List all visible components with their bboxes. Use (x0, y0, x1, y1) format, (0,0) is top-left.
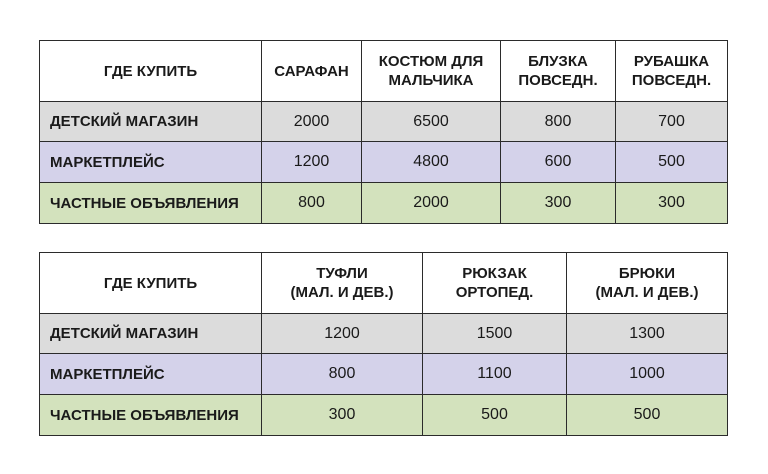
table-cell: 500 (567, 395, 728, 436)
table-row (40, 183, 728, 224)
table-cell: 1300 (567, 314, 728, 354)
table-cell: 800 (262, 354, 423, 395)
table-cell: 300 (501, 183, 616, 224)
table-cell: 500 (423, 395, 567, 436)
table-row (40, 395, 728, 436)
table-cell: 1200 (262, 314, 423, 354)
header-boy-suit: КОСТЮМ ДЛЯ МАЛЬЧИКА (362, 41, 501, 102)
table-cell: 2000 (262, 102, 362, 142)
row-label: ЧАСТНЫЕ ОБЪЯВЛЕНИЯ (40, 395, 262, 436)
table-cell: 6500 (362, 102, 501, 142)
row-label: МАРКЕТПЛЕЙС (40, 354, 262, 395)
table-row (40, 354, 728, 395)
header-shirt: РУБАШКА ПОВСЕДН. (616, 41, 728, 102)
row-label: МАРКЕТПЛЕЙС (40, 142, 262, 183)
price-table-clothing (39, 40, 728, 224)
table-row (40, 142, 728, 183)
table-cell: 1100 (423, 354, 567, 395)
row-label: ДЕТСКИЙ МАГАЗИН (40, 314, 262, 354)
header-where-to-buy: ГДЕ КУПИТЬ (40, 41, 262, 102)
table-cell: 500 (616, 142, 728, 183)
price-table-shoes-accessories (39, 252, 728, 436)
table-cell: 800 (501, 102, 616, 142)
table-cell: 600 (501, 142, 616, 183)
header-where-to-buy: ГДЕ КУПИТЬ (40, 253, 262, 314)
header-blouse: БЛУЗКА ПОВСЕДН. (501, 41, 616, 102)
header-sarafan: САРАФАН (262, 41, 362, 102)
header-trousers: БРЮКИ (МАЛ. И ДЕВ.) (567, 253, 728, 314)
table-row (40, 314, 728, 354)
header-backpack: РЮКЗАК ОРТОПЕД. (423, 253, 567, 314)
table-row (40, 102, 728, 142)
table-header-row (40, 41, 728, 102)
table-header-row (40, 253, 728, 314)
header-shoes: ТУФЛИ (МАЛ. И ДЕВ.) (262, 253, 423, 314)
table-cell: 300 (262, 395, 423, 436)
table-cell: 2000 (362, 183, 501, 224)
row-label: ЧАСТНЫЕ ОБЪЯВЛЕНИЯ (40, 183, 262, 224)
table-cell: 1200 (262, 142, 362, 183)
table-cell: 4800 (362, 142, 501, 183)
table-cell: 700 (616, 102, 728, 142)
table-cell: 300 (616, 183, 728, 224)
table-cell: 1000 (567, 354, 728, 395)
table-cell: 1500 (423, 314, 567, 354)
table-cell: 800 (262, 183, 362, 224)
row-label: ДЕТСКИЙ МАГАЗИН (40, 102, 262, 142)
